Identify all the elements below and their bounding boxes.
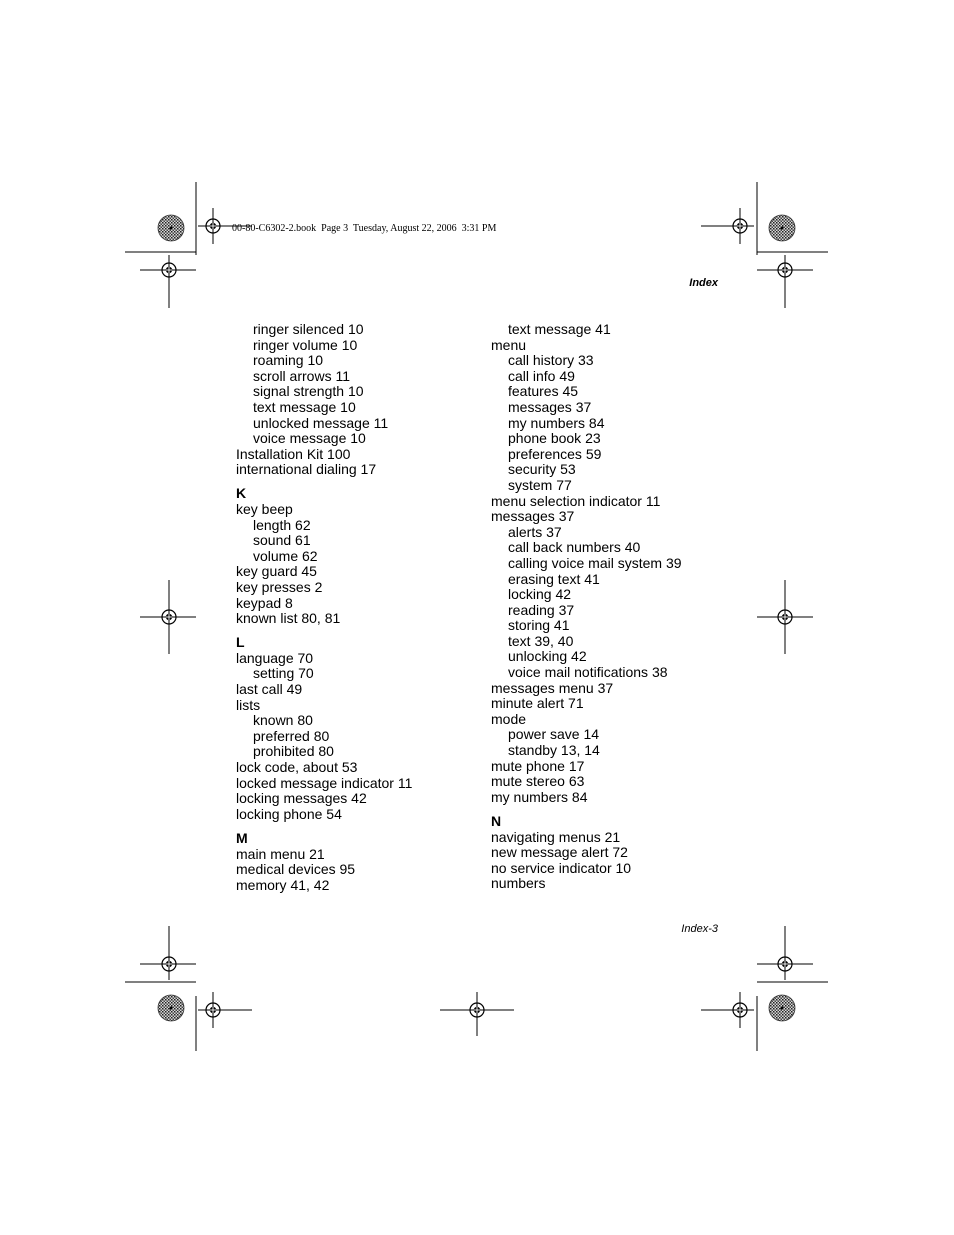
- index-entry: Installation Kit 100: [236, 445, 351, 462]
- index-subentry: call history 33: [508, 352, 594, 369]
- index-subentry: prohibited 80: [253, 743, 334, 760]
- index-subentry: setting 70: [253, 665, 314, 682]
- index-letter-heading: L: [236, 634, 245, 651]
- index-entry: key guard 45: [236, 563, 317, 580]
- index-entry: navigating menus 21: [491, 828, 621, 845]
- index-subentry: storing 41: [508, 617, 570, 634]
- index-entry: minute alert 71: [491, 695, 584, 712]
- index-entry: lock code, about 53: [236, 759, 358, 776]
- index-subentry: phone book 23: [508, 430, 601, 447]
- index-entry: new message alert 72: [491, 844, 628, 861]
- index-column-left: [236, 322, 486, 893]
- index-entry: key beep: [236, 501, 293, 518]
- index-entry: key presses 2: [236, 579, 323, 595]
- index-subentry: known 80: [253, 712, 313, 729]
- index-entry: my numbers 84: [491, 788, 588, 805]
- index-subentry: locking 42: [508, 586, 572, 603]
- index-subentry: sound 61: [253, 532, 311, 549]
- index-subentry: length 62: [253, 516, 311, 533]
- index-letter-heading: M: [236, 829, 248, 846]
- index-entry: medical devices 95: [236, 861, 356, 878]
- index-subentry: system 77: [508, 476, 572, 493]
- index-subentry: signal strength 10: [253, 383, 364, 400]
- index-subentry: ringer silenced 10: [253, 321, 364, 337]
- index-entry: locking messages 42: [236, 790, 367, 807]
- running-head: Index: [689, 277, 718, 289]
- index-entry: messages 37: [491, 508, 575, 525]
- index-letter-heading: K: [236, 485, 247, 502]
- index-entry: messages menu 37: [491, 679, 614, 696]
- index-subentry: volume 62: [253, 547, 318, 564]
- index-entry: main menu 21: [236, 845, 325, 862]
- index-subentry: reading 37: [508, 601, 575, 618]
- index-subentry: preferred 80: [253, 727, 330, 744]
- index-subentry: erasing text 41: [508, 570, 600, 587]
- index-entry: no service indicator 10: [491, 859, 632, 876]
- index-subentry: messages 37: [508, 398, 592, 415]
- index-subentry: voice message 10: [253, 430, 366, 447]
- index-entry: last call 49: [236, 681, 303, 698]
- index-entry: locking phone 54: [236, 805, 342, 822]
- index-column-right: [491, 322, 741, 892]
- index-entry: menu selection indicator 11: [491, 492, 661, 509]
- index-entry: mode: [491, 710, 527, 727]
- index-subentry: call info 49: [508, 367, 575, 384]
- index-subentry: roaming 10: [253, 352, 324, 369]
- index-subentry: ringer volume 10: [253, 336, 358, 353]
- index-entry: international dialing 17: [236, 461, 377, 478]
- index-entry: mute stereo 63: [491, 773, 585, 790]
- index-entry: numbers: [491, 875, 546, 892]
- index-subentry: voice mail notifications 38: [508, 664, 668, 681]
- index-subentry: call back numbers 40: [508, 539, 641, 556]
- index-subentry: my numbers 84: [508, 414, 605, 431]
- index-entry: lists: [236, 696, 261, 713]
- index-subentry: scroll arrows 11: [253, 367, 350, 384]
- index-subentry: security 53: [508, 461, 576, 478]
- index-subentry: standby 13, 14: [508, 742, 600, 759]
- index-entry: memory 41, 42: [236, 876, 330, 893]
- index-subentry: text message 10: [253, 398, 356, 415]
- index-letter-heading: N: [491, 812, 502, 829]
- page-folio: Index-3: [681, 923, 718, 935]
- index-subentry: power save 14: [508, 726, 600, 743]
- index-subentry: preferences 59: [508, 445, 602, 462]
- index-entry: menu: [491, 336, 527, 353]
- index-entry: known list 80, 81: [236, 610, 341, 627]
- index-subentry: unlocked message 11: [253, 414, 389, 431]
- index-subentry: unlocking 42: [508, 648, 587, 665]
- index-subentry: text message 41: [508, 321, 611, 337]
- index-subentry: alerts 37: [508, 523, 562, 540]
- index-subentry: calling voice mail system 39: [508, 554, 682, 571]
- index-subentry: features 45: [508, 383, 579, 400]
- index-entry: mute phone 17: [491, 757, 585, 774]
- print-slug: 00-80-C6302-2.book Page 3 Tuesday, August 22, 2006 3:31 PM: [232, 223, 497, 234]
- index-entry: keypad 8: [236, 594, 293, 611]
- index-entry: language 70: [236, 649, 314, 666]
- index-entry: locked message indicator 11: [236, 774, 413, 791]
- index-subentry: text 39, 40: [508, 632, 574, 649]
